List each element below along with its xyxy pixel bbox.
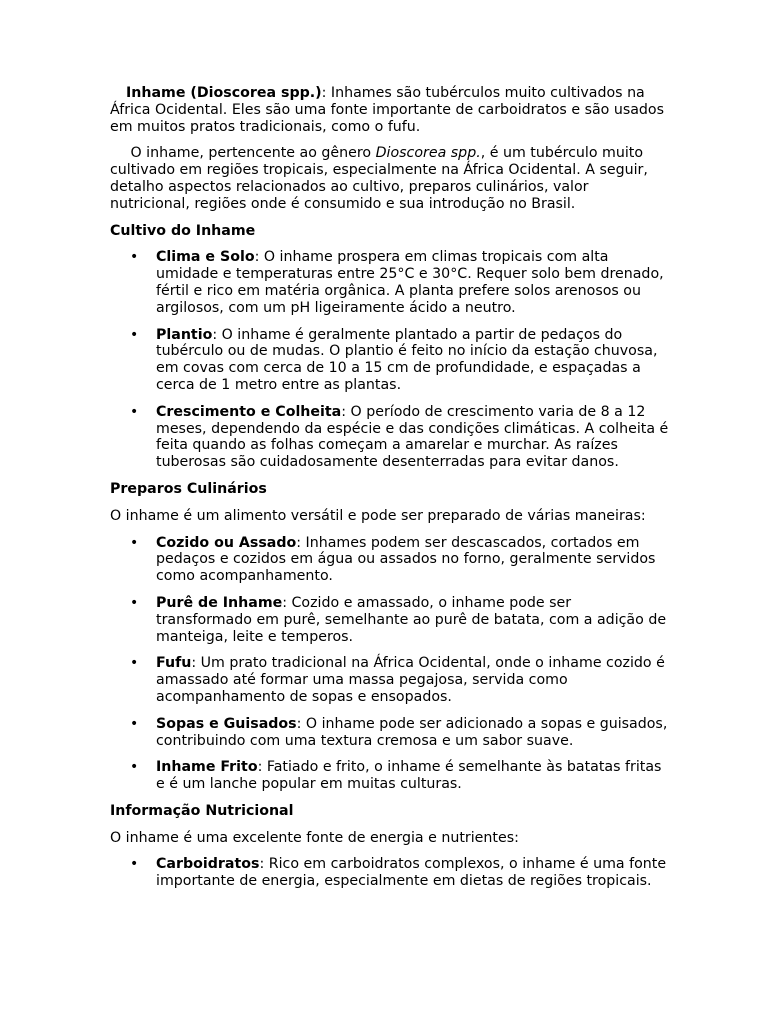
bullet-icon: • (130, 326, 139, 343)
section-lead-preparos: O inhame é um alimento versátil e pode ser preparado de várias maneiras: (110, 507, 646, 524)
list-item: • Purê de Inhame: Cozido e amassado, o inhame pode ser transformado em purê, semelhante ao purê de batata, com a adição de manteiga, leite e temperos. (130, 594, 667, 645)
list-item: • Inhame Frito: Fatiado e frito, o inhame é semelhante às batatas fritas e é um lanche popular em muitas culturas. (130, 759, 662, 793)
bullet-icon: • (130, 594, 139, 611)
section-heading-preparos: Preparos Culinários (110, 480, 267, 497)
bullet-icon: • (130, 249, 139, 266)
list-item: • Plantio: O inhame é geralmente plantado a partir de pedaços do tubérculo ou de mudas. O plantio é feito no início da estação chuvosa, em covas com cerca de 10 a 15 cm de profundidade, e espaçadas a cerca de 1 metro entre as plantas. (130, 326, 658, 393)
bullet-icon: • (130, 655, 139, 672)
section-heading-nutricional: Informação Nutricional (110, 802, 294, 819)
bullet-icon: • (130, 403, 139, 420)
list-item: • Cozido ou Assado: Inhames podem ser descascados, cortados em pedaços e cozidos em água ou assados no forno, geralmente servidos como acompanhamento. (130, 534, 656, 585)
section-heading-cultivo: Cultivo do Inhame (110, 222, 256, 239)
bullet-icon: • (130, 759, 139, 776)
list-item: • Clima e Solo: O inhame prospera em climas tropicais com alta umidade e temperaturas entre 25°C e 30°C. Requer solo bem drenado, fértil e rico em matéria orgânica. A planta prefere solos arenosos ou argilosos, com um pH ligeiramente ácido a neutro. (130, 249, 664, 316)
list-item: • Carboidratos: Rico em carboidratos complexos, o inhame é uma fonte importante de energia, especialmente em dietas de regiões tropicais. (130, 856, 667, 890)
intro-paragraph-1: Inhame (Dioscorea spp.): Inhames são tubérculos muito cultivados na África Ocidental. Eles são uma fonte importante de carboidratos e são usados em muitos pratos tradicionais, como o fufu. (110, 85, 664, 135)
list-item: • Sopas e Guisados: O inhame pode ser adicionado a sopas e guisados, contribuindo com uma textura cremosa e um sabor suave. (130, 715, 668, 749)
list-nutricional (110, 856, 670, 890)
bullet-icon: • (130, 534, 139, 551)
list-cultivo (110, 249, 670, 471)
document-page (110, 85, 670, 900)
section-lead-nutricional: O inhame é uma excelente fonte de energia e nutrientes: (110, 829, 519, 846)
bullet-icon: • (130, 856, 139, 873)
intro-paragraph-2: O inhame, pertencente ao gênero Dioscorea spp., é um tubérculo muito cultivado em regiões tropicais, especialmente na África Ocidental. A seguir, detalho aspectos relacionados ao cultivo, preparos culinários, valor nutricional, regiões onde é consumido e sua introdução no Brasil. (110, 145, 648, 212)
bullet-icon: • (130, 715, 139, 732)
list-preparos (110, 535, 670, 793)
list-item: • Crescimento e Colheita: O período de crescimento varia de 8 a 12 meses, dependendo da espécie e das condições climáticas. A colheita é feita quando as folhas começam a amarelar e murchar. As raízes tuberosas são cuidadosamente desenterradas para evitar danos. (130, 403, 669, 471)
list-item: • Fufu: Um prato tradicional na África Ocidental, onde o inhame cozido é amassado até formar uma massa pegajosa, servida como acompanhamento de sopas e ensopados. (130, 655, 665, 705)
